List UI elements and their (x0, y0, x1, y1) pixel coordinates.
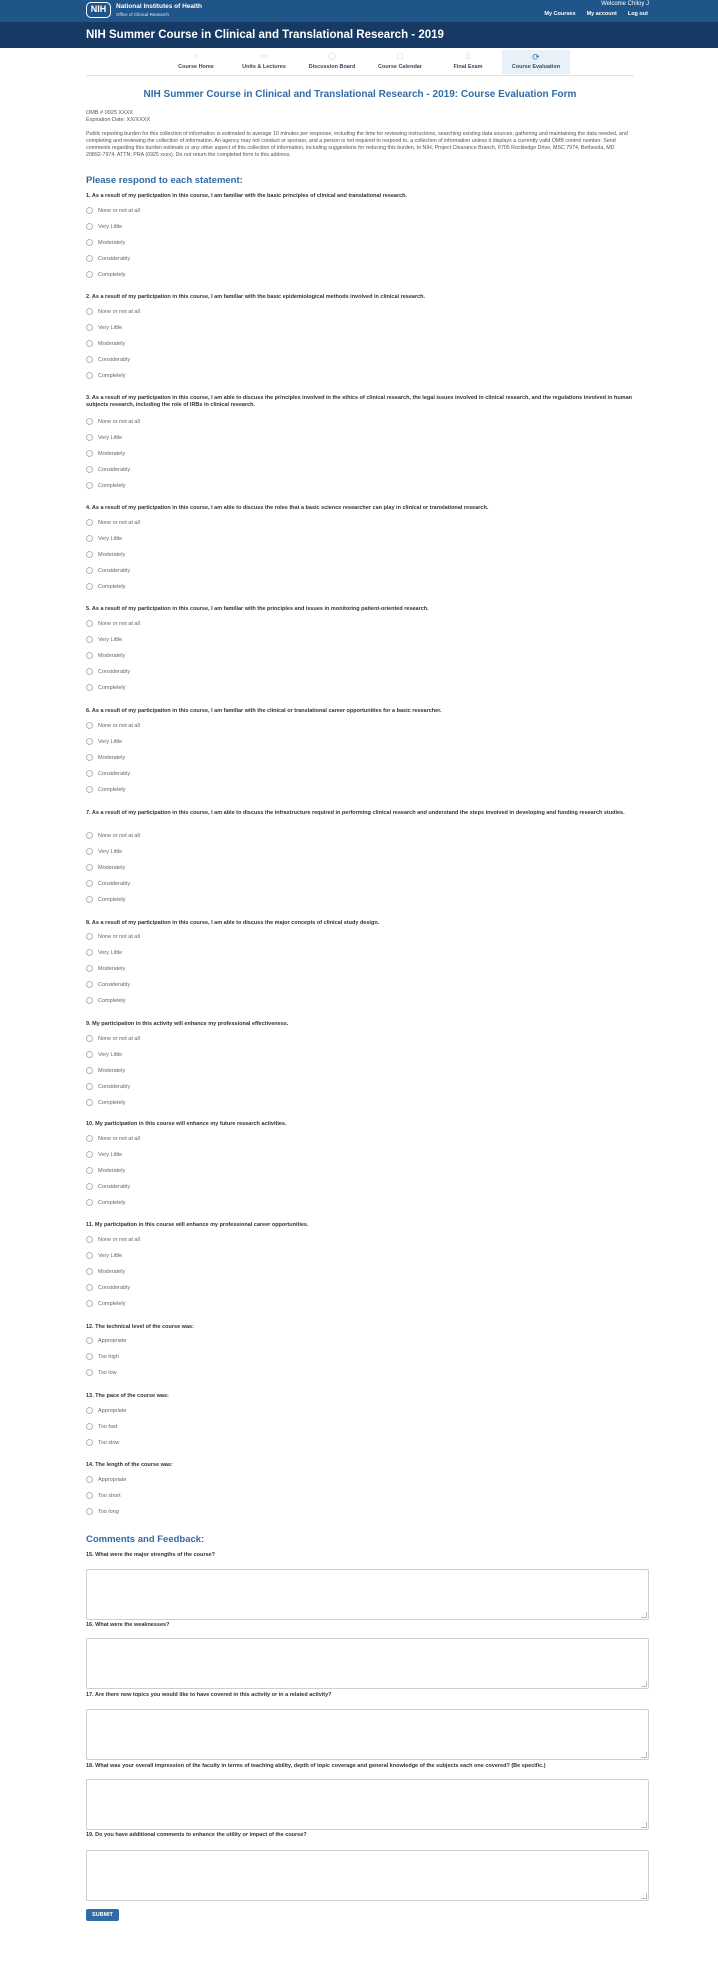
tab-discussion-board[interactable] (298, 50, 366, 74)
radio-option[interactable] (86, 932, 140, 941)
option-label: Considerably (98, 770, 131, 777)
radio-option[interactable] (86, 1134, 140, 1143)
radio-button[interactable] (86, 1099, 93, 1106)
question-15: 15. What were the major strengths of the course? (86, 1552, 215, 1558)
form-title: NIH Summer Course in Clinical and Translational Research - 2019: Course Evaluation Form (143, 89, 577, 100)
option-label: Completely (98, 1199, 126, 1206)
radio-button[interactable] (86, 1268, 93, 1275)
faculty-impression-textarea[interactable] (86, 1779, 649, 1830)
refresh-icon: ⟳ (532, 52, 540, 62)
radio-button[interactable] (86, 738, 93, 745)
radio-button[interactable] (86, 684, 93, 691)
radio-option[interactable] (86, 1283, 130, 1292)
option-label: Considerably (98, 255, 131, 262)
radio-option[interactable] (86, 1166, 125, 1175)
radio-button[interactable] (86, 324, 93, 331)
radio-option[interactable] (86, 769, 130, 778)
org-subtitle: Office of Clinical Research (116, 12, 169, 17)
radio-option[interactable] (86, 449, 125, 458)
tab-final-exam[interactable] (434, 50, 502, 74)
option-label: None or not at all (98, 620, 140, 627)
radio-option[interactable] (86, 339, 125, 348)
option-label: Considerably (98, 356, 131, 363)
option-label: Moderately (98, 1268, 126, 1275)
option-label: Completely (98, 1300, 126, 1307)
option-label: Too low (98, 1369, 117, 1376)
radio-button[interactable] (86, 754, 93, 761)
radio-button[interactable] (86, 722, 93, 729)
radio-option[interactable] (86, 1352, 119, 1361)
weaknesses-textarea[interactable] (86, 1638, 649, 1689)
radio-button[interactable] (86, 949, 93, 956)
tab-course-home[interactable] (162, 50, 230, 74)
org-name: National Institutes of Health (116, 3, 202, 10)
option-label: None or not at all (98, 832, 140, 839)
radio-option[interactable] (86, 1034, 140, 1043)
option-label: None or not at all (98, 1035, 140, 1042)
radio-option[interactable] (86, 1066, 125, 1075)
option-label: Appropriate (98, 1407, 127, 1414)
option-label: Moderately (98, 340, 126, 347)
option-label: Too slow (98, 1439, 120, 1446)
radio-button[interactable] (86, 340, 93, 347)
option-label: Moderately (98, 551, 126, 558)
radio-button[interactable] (86, 535, 93, 542)
radio-button[interactable] (86, 239, 93, 246)
option-label: Very Little (98, 949, 123, 956)
radio-button[interactable] (86, 1492, 93, 1499)
radio-button[interactable] (86, 1252, 93, 1259)
radio-button[interactable] (86, 1167, 93, 1174)
radio-button[interactable] (86, 880, 93, 887)
question-17: 17. Are there new topics you would like to have covered in this activity or in a related activity? (86, 1692, 332, 1698)
radio-button[interactable] (86, 1151, 93, 1158)
question-16: 16. What were the weaknesses? (86, 1622, 170, 1628)
radio-option[interactable] (86, 964, 125, 973)
option-label: Very Little (98, 535, 123, 542)
option-label: Moderately (98, 864, 126, 871)
radio-button[interactable] (86, 965, 93, 972)
radio-option[interactable] (86, 847, 122, 856)
option-label: Moderately (98, 652, 126, 659)
radio-option[interactable] (86, 254, 130, 263)
tab-label: Course Calendar (377, 64, 422, 70)
question-9: 9. My participation in this activity will enhance my professional effectiveness. (86, 1021, 289, 1027)
option-label: Completely (98, 896, 126, 903)
radio-button[interactable] (86, 981, 93, 988)
radio-option[interactable] (86, 1368, 117, 1377)
radio-button[interactable] (86, 1353, 93, 1360)
option-label: Moderately (98, 965, 126, 972)
radio-option[interactable] (86, 895, 126, 904)
radio-option[interactable] (86, 222, 122, 231)
option-label: None or not at all (98, 1135, 140, 1142)
radio-button[interactable] (86, 636, 93, 643)
respond-heading: Please respond to each statement: (86, 175, 243, 186)
radio-option[interactable] (86, 534, 122, 543)
log-out-link[interactable]: Log out (627, 11, 648, 17)
option-label: Moderately (98, 450, 126, 457)
radio-option[interactable] (86, 863, 125, 872)
tab-label: Discussion Board (308, 64, 356, 70)
radio-option[interactable] (86, 1235, 140, 1244)
radio-option[interactable] (86, 433, 122, 442)
welcome-text: Welcome Chiloy J (601, 1, 649, 7)
radio-option[interactable] (86, 270, 126, 279)
radio-button[interactable] (86, 1300, 93, 1307)
option-label: Too high (98, 1353, 119, 1360)
option-label: Too long (98, 1508, 119, 1515)
option-label: Completely (98, 997, 126, 1004)
option-label: Considerably (98, 880, 131, 887)
clipboard-icon: ▯ (466, 53, 470, 60)
radio-button[interactable] (86, 1508, 93, 1515)
radio-button[interactable] (86, 1067, 93, 1074)
radio-button[interactable] (86, 1407, 93, 1414)
radio-option[interactable] (86, 1251, 122, 1260)
radio-option[interactable] (86, 1299, 126, 1308)
question-8: 8. As a result of my participation in this course, I am able to discuss the major concepts of clinical study design. (86, 920, 380, 926)
tab-course-calendar[interactable] (366, 50, 434, 74)
nih-logo[interactable]: NIH (86, 2, 111, 18)
radio-button[interactable] (86, 207, 93, 214)
site-title-bar (0, 22, 718, 48)
option-label: None or not at all (98, 933, 140, 940)
radio-option[interactable] (86, 323, 122, 332)
tab-label: Final Exam (453, 64, 483, 70)
home-icon: ⌂ (193, 53, 199, 60)
question-10: 10. My participation in this course will enhance my future research activities. (86, 1121, 287, 1127)
option-label: None or not at all (98, 207, 140, 214)
option-label: None or not at all (98, 308, 140, 315)
radio-option[interactable] (86, 831, 140, 840)
additional-comments-textarea[interactable] (86, 1850, 649, 1901)
question-13: 13. The pace of the course was: (86, 1393, 169, 1399)
option-label: Very Little (98, 1252, 123, 1259)
option-label: Moderately (98, 1167, 126, 1174)
omb-number: OMB # 0925 XXXX (86, 110, 134, 116)
radio-option[interactable] (86, 481, 126, 490)
radio-button[interactable] (86, 1199, 93, 1206)
radio-button[interactable] (86, 668, 93, 675)
option-label: Considerably (98, 668, 131, 675)
comments-heading: Comments and Feedback: (86, 1534, 205, 1545)
option-label: Considerably (98, 466, 131, 473)
tab-label: Units & Lectures (242, 64, 286, 70)
radio-button[interactable] (86, 1051, 93, 1058)
question-11: 11. My participation in this course will enhance my professional career opportunities. (86, 1222, 309, 1228)
radio-button[interactable] (86, 1476, 93, 1483)
radio-option[interactable] (86, 1422, 117, 1431)
radio-option[interactable] (86, 737, 122, 746)
radio-button[interactable] (86, 1236, 93, 1243)
option-label: Moderately (98, 1067, 126, 1074)
radio-button[interactable] (86, 997, 93, 1004)
radio-button[interactable] (86, 223, 93, 230)
radio-option[interactable] (86, 1507, 119, 1516)
question-4: 4. As a result of my participation in this course, I am able to discuss the roles that a basic science researcher can play in clinical or translational research. (86, 505, 489, 511)
option-label: Appropriate (98, 1476, 127, 1483)
question-6: 6. As a result of my participation in this course, I am familiar with the clinical or translational career opportunities for a basic researcher. (86, 708, 442, 714)
site-title: NIH Summer Course in Clinical and Translational Research - 2019 (86, 29, 444, 41)
radio-button[interactable] (86, 1035, 93, 1042)
option-label: Completely (98, 482, 126, 489)
option-label: Very Little (98, 636, 123, 643)
radio-option[interactable] (86, 518, 140, 527)
radio-button[interactable] (86, 466, 93, 473)
radio-option[interactable] (86, 879, 130, 888)
question-12: 12. The technical level of the course was: (86, 1324, 194, 1330)
radio-option[interactable] (86, 550, 125, 559)
strengths-textarea[interactable] (86, 1569, 649, 1620)
burden-statement: Public reporting burden for this collection of information is estimated to average 10 minutes per response, including the time for reviewing instructions, searching existing data sources, gathering and maintaining the data needed, and completing and reviewing the collection of information. An agency may not conduct or sponsor, and a person is not required to respond to, a collection of information unless it displays a currently valid OMB control number. Send comments regarding this burden estimate or any other aspect of this collection of information, including suggestions for reducing this burden, to NIH, Project Clearance Branch, 6705 Rockledge Drive, MSC 7974, Bethesda, MD 20892-7974, ATTN: PRA (0925 xxxx). Do not return the completed form to this address. (86, 131, 628, 158)
option-label: Considerably (98, 567, 131, 574)
option-label: Completely (98, 583, 126, 590)
radio-option[interactable] (86, 1491, 121, 1500)
option-label: None or not at all (98, 722, 140, 729)
radio-option[interactable] (86, 996, 126, 1005)
option-label: Very Little (98, 738, 123, 745)
radio-button[interactable] (86, 356, 93, 363)
radio-button[interactable] (86, 308, 93, 315)
radio-button[interactable] (86, 418, 93, 425)
radio-option[interactable] (86, 1150, 122, 1159)
book-icon: ▭ (260, 53, 268, 60)
radio-option[interactable] (86, 785, 126, 794)
tabs-divider (86, 75, 634, 76)
chat-icon: ◯ (328, 53, 336, 60)
option-label: Completely (98, 372, 126, 379)
radio-button[interactable] (86, 652, 93, 659)
radio-button[interactable] (86, 1183, 93, 1190)
radio-option[interactable] (86, 1198, 126, 1207)
question-7: 7. As a result of my participation in this course, I am able to discuss the infrastructure required in performing clinical research and understand the steps involved in developing and funding research studies. (86, 810, 625, 816)
option-label: Very Little (98, 1051, 123, 1058)
radio-button[interactable] (86, 1423, 93, 1430)
radio-button[interactable] (86, 1135, 93, 1142)
new-topics-textarea[interactable] (86, 1709, 649, 1760)
radio-button[interactable] (86, 372, 93, 379)
option-label: None or not at all (98, 519, 140, 526)
option-label: Completely (98, 786, 126, 793)
option-label: Completely (98, 271, 126, 278)
radio-button[interactable] (86, 1369, 93, 1376)
radio-option[interactable] (86, 1336, 126, 1345)
tab-label: Course Home (178, 64, 214, 70)
tab-units-lectures[interactable] (230, 50, 298, 74)
option-label: Moderately (98, 754, 126, 761)
expiration-date: Expiration Date: XX/XXXX (86, 117, 151, 123)
question-19: 19. Do you have additional comments to enhance the utility or impact of the course? (86, 1832, 307, 1838)
option-label: Very Little (98, 434, 123, 441)
radio-option[interactable] (86, 980, 130, 989)
radio-option[interactable] (86, 417, 140, 426)
radio-button[interactable] (86, 519, 93, 526)
option-label: Too short (98, 1492, 121, 1499)
option-label: Very Little (98, 848, 123, 855)
option-label: Very Little (98, 223, 123, 230)
option-label: None or not at all (98, 1236, 140, 1243)
option-label: Completely (98, 684, 126, 691)
radio-option[interactable] (86, 635, 122, 644)
question-5: 5. As a result of my participation in this course, I am familiar with the principles and issues in monitoring patient-oriented research. (86, 606, 429, 612)
tab-course-evaluation[interactable] (502, 50, 570, 74)
top-header-bar (0, 0, 718, 22)
option-label: Too fast (98, 1423, 118, 1430)
radio-option[interactable] (86, 1050, 122, 1059)
option-label: Considerably (98, 1083, 131, 1090)
question-1: 1. As a result of my participation in this course, I am familiar with the basic principles of clinical and translational research. (86, 193, 408, 199)
radio-button[interactable] (86, 1439, 93, 1446)
radio-button[interactable] (86, 864, 93, 871)
radio-option[interactable] (86, 683, 126, 692)
question-2: 2. As a result of my participation in this course, I am familiar with the basic epidemiological methods involved in clinical research. (86, 294, 426, 300)
radio-option[interactable] (86, 753, 125, 762)
radio-option[interactable] (86, 619, 140, 628)
calendar-icon: ▢ (396, 53, 404, 60)
radio-button[interactable] (86, 482, 93, 489)
radio-button[interactable] (86, 583, 93, 590)
option-label: None or not at all (98, 418, 140, 425)
radio-option[interactable] (86, 651, 125, 660)
radio-button[interactable] (86, 1083, 93, 1090)
radio-option[interactable] (86, 1267, 125, 1276)
radio-button[interactable] (86, 434, 93, 441)
option-label: Completely (98, 1099, 126, 1106)
radio-button[interactable] (86, 567, 93, 574)
radio-option[interactable] (86, 371, 126, 380)
option-label: Considerably (98, 1284, 131, 1291)
radio-button[interactable] (86, 896, 93, 903)
radio-option[interactable] (86, 238, 125, 247)
question-14: 14. The length of the course was: (86, 1462, 173, 1468)
radio-button[interactable] (86, 848, 93, 855)
radio-option[interactable] (86, 1438, 119, 1447)
radio-button[interactable] (86, 1284, 93, 1291)
option-label: Considerably (98, 1183, 131, 1190)
option-label: Appropriate (98, 1337, 127, 1344)
radio-option[interactable] (86, 721, 140, 730)
radio-option[interactable] (86, 1475, 126, 1484)
radio-option[interactable] (86, 1182, 130, 1191)
radio-option[interactable] (86, 307, 140, 316)
tab-label: Course Evaluation (511, 64, 561, 70)
radio-button[interactable] (86, 832, 93, 839)
question-3: 3. As a result of my participation in this course, I am able to discuss the principles involved in the ethics of clinical research, the legal issues involved in clinical research, and the regulations involved in human subjects research, including the role of IRBs in clinical research. (86, 395, 632, 408)
radio-option[interactable] (86, 1406, 126, 1415)
option-label: Considerably (98, 981, 131, 988)
option-label: Moderately (98, 239, 126, 246)
radio-option[interactable] (86, 667, 130, 676)
my-courses-link[interactable]: My Courses (544, 11, 576, 17)
radio-button[interactable] (86, 551, 93, 558)
option-label: Very Little (98, 324, 123, 331)
submit-button[interactable]: SUBMIT (86, 1909, 119, 1921)
radio-option[interactable] (86, 566, 130, 575)
radio-button[interactable] (86, 450, 93, 457)
my-account-link[interactable]: My account (586, 11, 617, 17)
radio-button[interactable] (86, 933, 93, 940)
radio-button[interactable] (86, 1337, 93, 1344)
radio-option[interactable] (86, 206, 140, 215)
question-18: 18. What was your overall impression of the faculty in terms of teaching ability, depth of topic coverage and general knowledge of the subjects each one covered? (Be specific.) (86, 1763, 546, 1769)
radio-button[interactable] (86, 770, 93, 777)
radio-button[interactable] (86, 271, 93, 278)
radio-option[interactable] (86, 355, 130, 364)
radio-option[interactable] (86, 582, 126, 591)
top-links (544, 11, 648, 17)
radio-button[interactable] (86, 255, 93, 262)
radio-option[interactable] (86, 948, 122, 957)
radio-option[interactable] (86, 1098, 126, 1107)
radio-button[interactable] (86, 786, 93, 793)
radio-button[interactable] (86, 620, 93, 627)
option-label: Very Little (98, 1151, 123, 1158)
radio-option[interactable] (86, 1082, 130, 1091)
radio-option[interactable] (86, 465, 130, 474)
course-tabs (162, 50, 570, 74)
